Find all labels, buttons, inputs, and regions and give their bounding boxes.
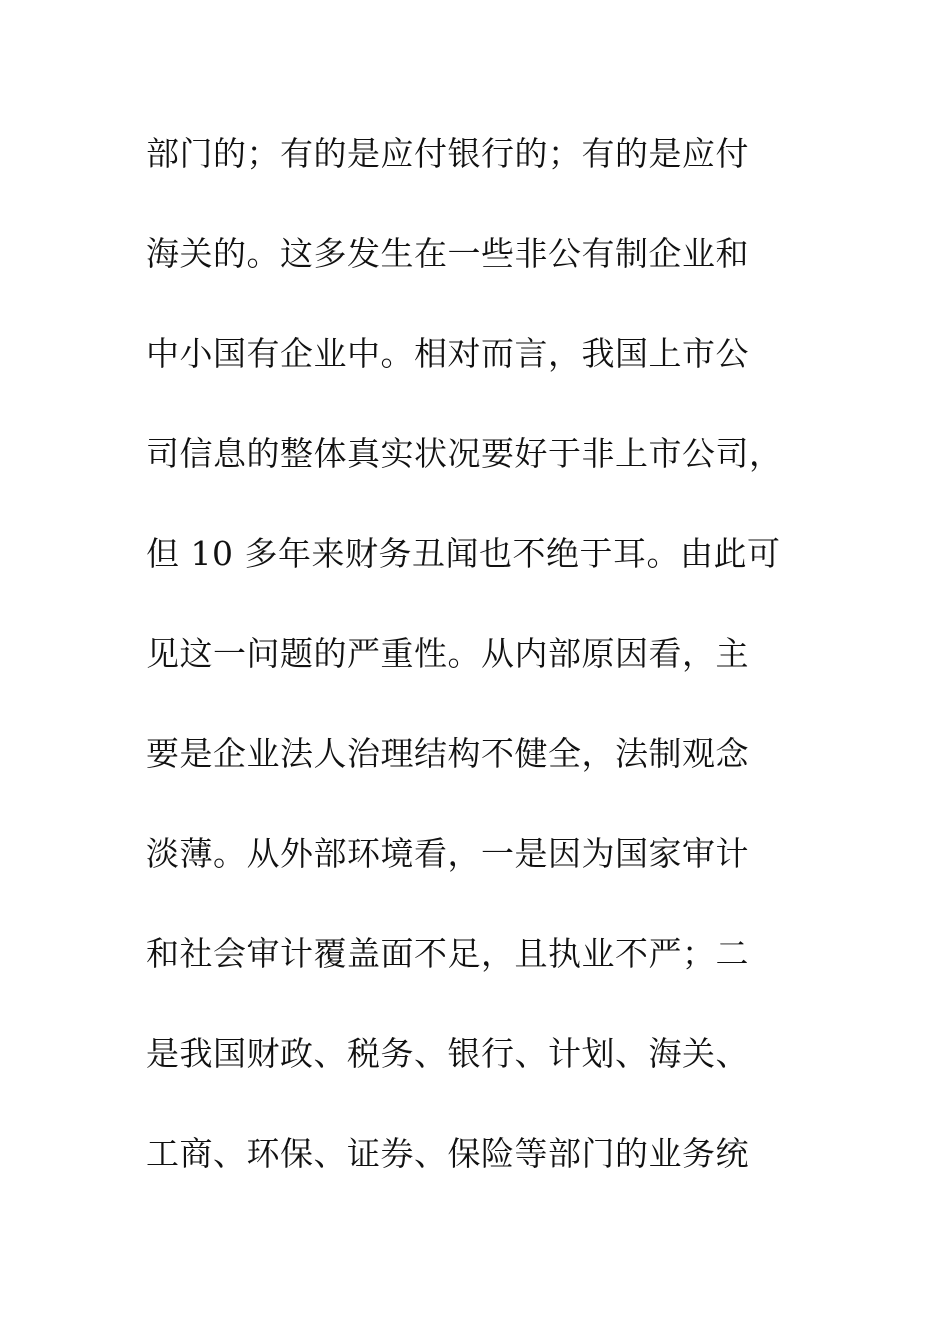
text-line: 司信息的整体真实状况要好于非上市公司，: [146, 434, 783, 473]
text-line: 和社会审计覆盖面不足，且执业不严；二: [146, 934, 749, 973]
text-line: 要是企业法人治理结构不健全，法制观念: [146, 734, 749, 773]
text-line: 是我国财政、税务、银行、计划、海关、: [146, 1034, 749, 1073]
text-line: 但 10 多年来财务丑闻也不绝于耳。由此可: [146, 534, 781, 573]
text-line: 部门的；有的是应付银行的；有的是应付: [146, 134, 749, 173]
text-line: 中小国有企业中。相对而言，我国上市公: [146, 334, 749, 373]
text-line: 淡薄。从外部环境看，一是因为国家审计: [146, 834, 749, 873]
text-line: 工商、环保、证券、保险等部门的业务统: [146, 1134, 749, 1173]
text-line: 见这一问题的严重性。从内部原因看，主: [146, 634, 749, 673]
text-line: 海关的。这多发生在一些非公有制企业和: [146, 234, 749, 273]
